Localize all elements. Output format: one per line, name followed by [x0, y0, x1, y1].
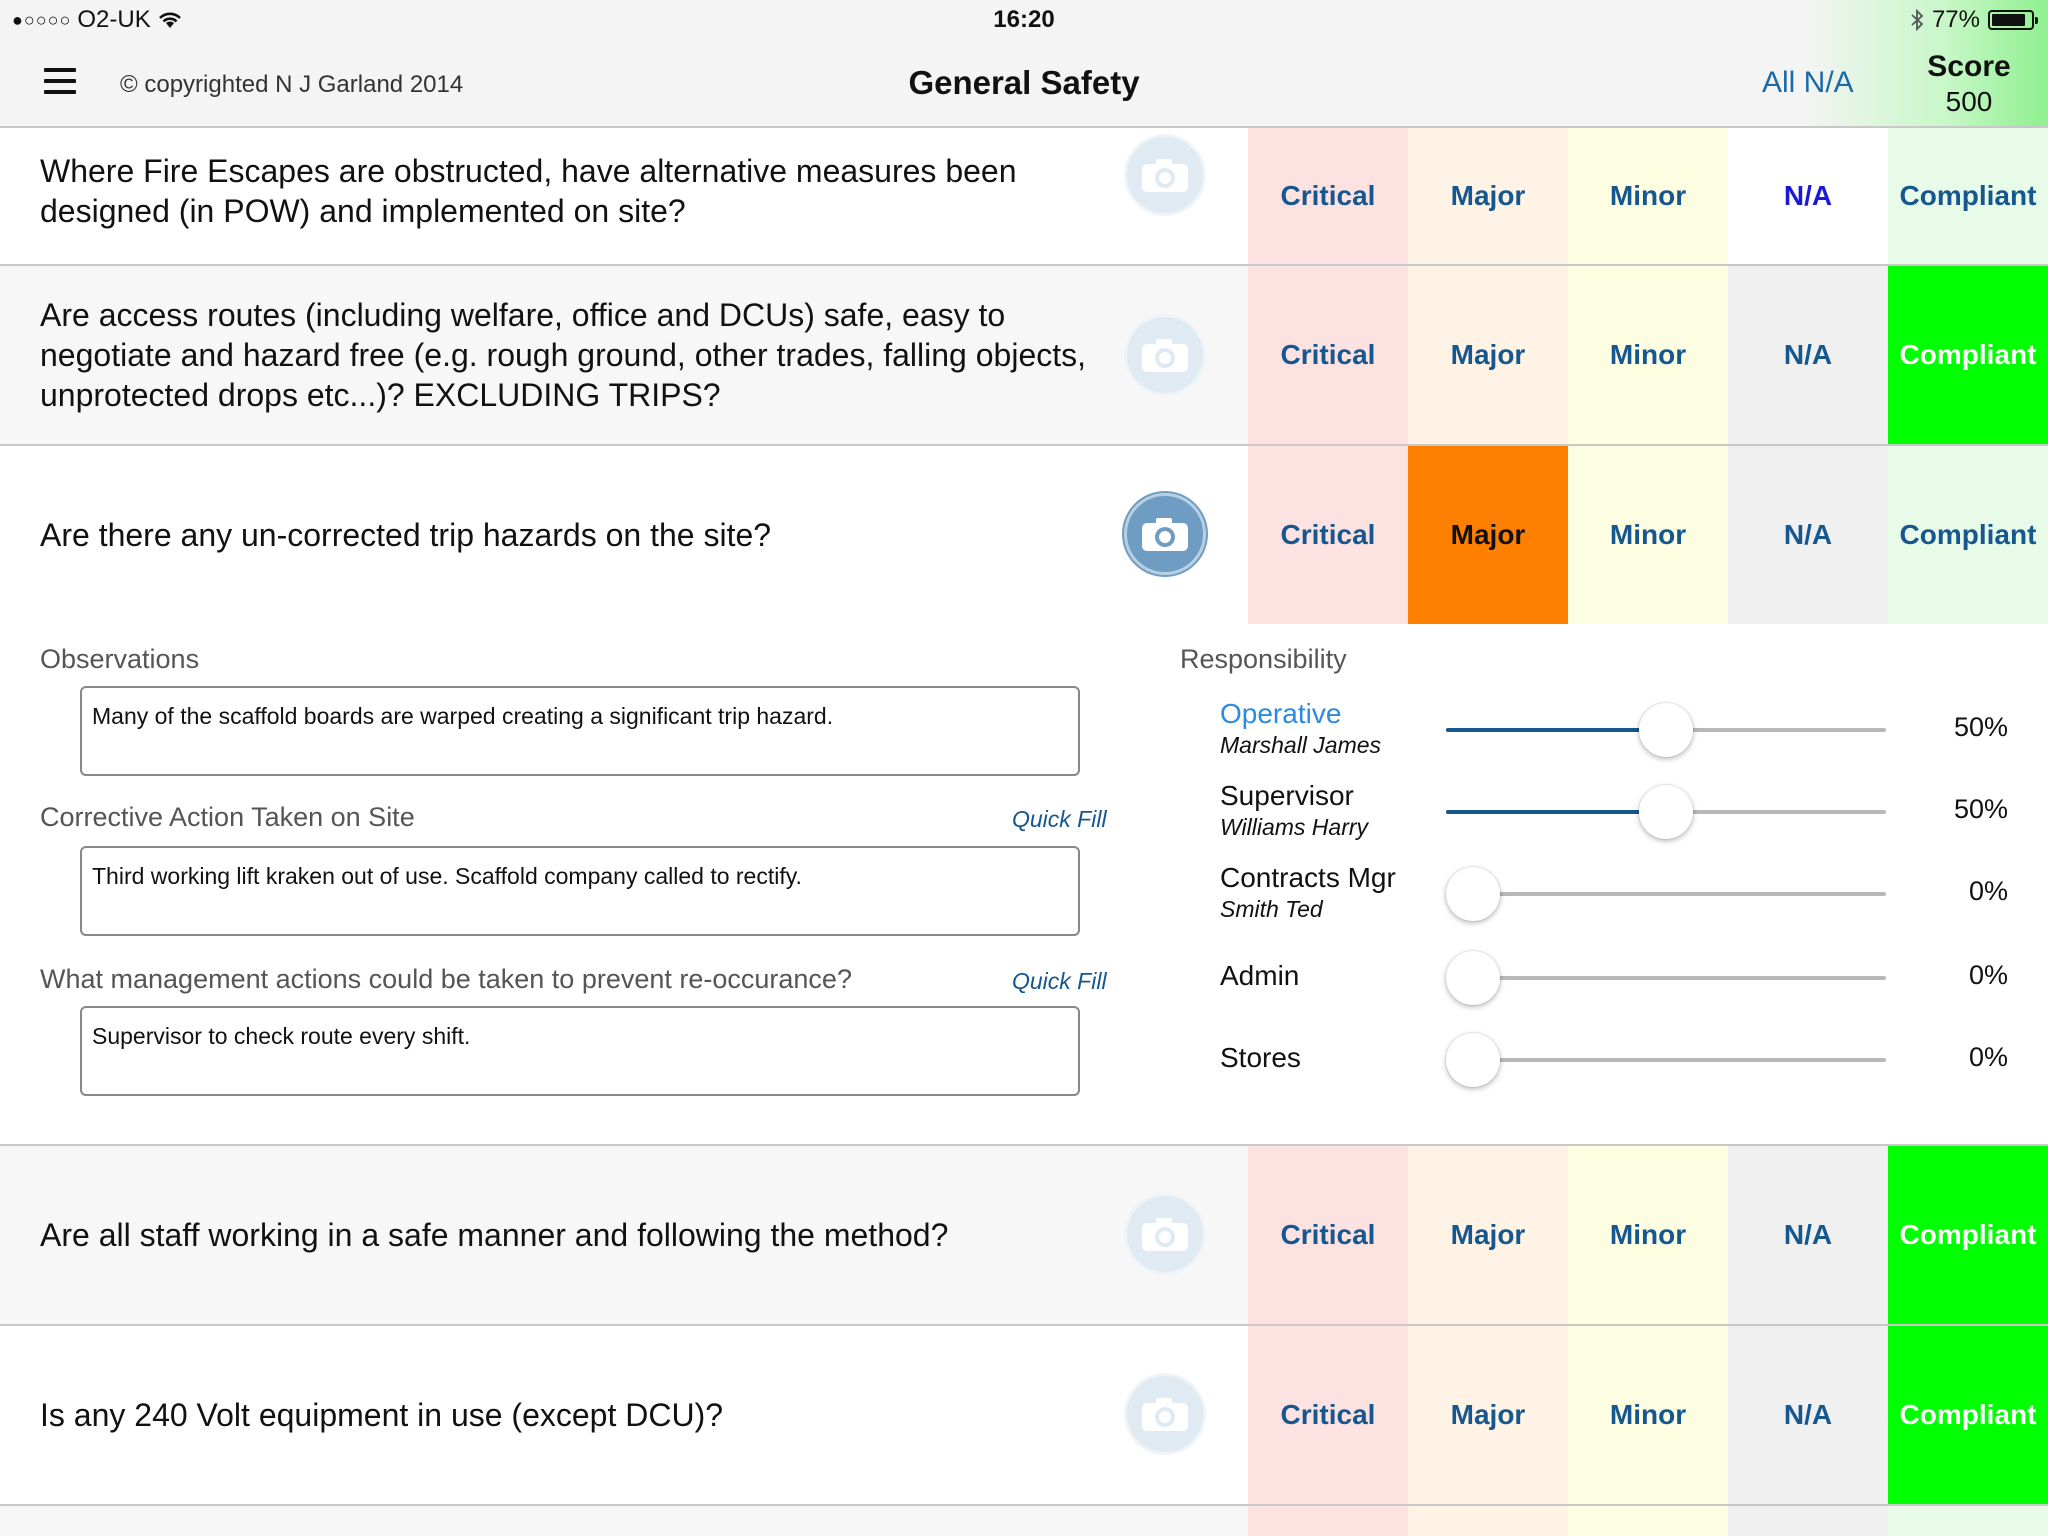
option-major[interactable]: Major — [1408, 128, 1568, 264]
option-na[interactable]: N/A — [1728, 128, 1888, 264]
person-name: Williams Harry — [1220, 814, 1369, 840]
detail-panel — [0, 624, 2048, 1144]
option-minor[interactable]: Minor — [1568, 1146, 1728, 1324]
management-actions-label: What management actions could be taken to prevent re-occurance? — [40, 964, 852, 994]
option-na[interactable]: N/A — [1728, 1146, 1888, 1324]
score-display — [1910, 50, 2028, 118]
quick-fill-corrective-button[interactable]: Quick Fill — [1012, 806, 1107, 832]
role-label: Operative — [1220, 698, 1342, 729]
responsibility-label: Responsibility — [1180, 644, 1347, 674]
all-na-button[interactable]: All N/A — [1762, 66, 1854, 99]
question-text: Where Fire Escapes are obstructed, have alternative measures been designed (in POW) and implemented on site? — [40, 153, 1017, 229]
option-minor-partial[interactable] — [1568, 1506, 1728, 1536]
responsibility-row-contracts-mgr — [1220, 862, 2020, 932]
responsibility-percent: 50% — [1953, 794, 2008, 824]
option-major-partial[interactable] — [1408, 1506, 1568, 1536]
option-compliant[interactable]: Compliant — [1888, 1326, 2048, 1504]
camera-icon[interactable] — [1124, 1193, 1206, 1275]
camera-icon[interactable] — [1124, 134, 1206, 216]
responsibility-percent: 0% — [1968, 1042, 2008, 1072]
option-major[interactable]: Major — [1408, 1326, 1568, 1504]
responsibility-slider[interactable] — [1446, 1058, 1886, 1062]
option-compliant[interactable]: Compliant — [1888, 128, 2048, 264]
slider-thumb[interactable] — [1639, 785, 1693, 839]
status-bar — [0, 0, 2048, 40]
question-text: Are there any un-corrected trip hazards on the site? — [40, 517, 772, 553]
management-actions-field[interactable]: Supervisor to check route every shift. — [80, 1006, 1080, 1096]
option-na-partial[interactable] — [1728, 1506, 1888, 1536]
responsibility-percent: 0% — [1968, 876, 2008, 906]
quick-fill-management-button[interactable]: Quick Fill — [1012, 968, 1107, 994]
clock: 16:20 — [993, 6, 1055, 33]
option-minor[interactable]: Minor — [1568, 128, 1728, 264]
responsibility-row-supervisor — [1220, 780, 2020, 850]
slider-thumb[interactable] — [1639, 703, 1693, 757]
question-row — [0, 1326, 2048, 1506]
responsibility-percent: 50% — [1953, 712, 2008, 742]
question-text: Are access routes (including welfare, office and DCUs) safe, easy to negotiate and hazard free (e.g. rough ground, other trades, falling objects, unprotected drops etc...)? EXCLUDING TRIPS? — [40, 297, 1087, 413]
camera-icon[interactable] — [1124, 314, 1206, 396]
option-critical[interactable]: Critical — [1248, 446, 1408, 624]
responsibility-slider[interactable] — [1446, 892, 1886, 896]
question-row — [0, 128, 2048, 266]
option-compliant[interactable]: Compliant — [1888, 266, 2048, 444]
role-label: Stores — [1220, 1042, 1301, 1073]
option-critical[interactable]: Critical — [1248, 1326, 1408, 1504]
option-na[interactable]: N/A — [1728, 1326, 1888, 1504]
corrective-action-label: Corrective Action Taken on Site — [40, 802, 415, 832]
option-critical[interactable]: Critical — [1248, 266, 1408, 444]
slider-thumb[interactable] — [1446, 951, 1500, 1005]
observations-field[interactable]: Many of the scaffold boards are warped creating a significant trip hazard. — [80, 686, 1080, 776]
question-text: Is any 240 Volt equipment in use (except DCU)? — [40, 1397, 724, 1433]
responsibility-percent: 0% — [1968, 960, 2008, 990]
score-label: Score — [1927, 50, 2011, 83]
question-row-expanded — [0, 446, 2048, 1146]
observations-label: Observations — [40, 644, 200, 674]
copyright-text: © copyrighted N J Garland 2014 — [120, 71, 464, 98]
question-row — [0, 266, 2048, 446]
battery-icon — [1988, 10, 2034, 30]
question-row-partial — [0, 1506, 2048, 1536]
carrier-name: O2-UK — [77, 6, 151, 33]
responsibility-slider[interactable] — [1446, 976, 1886, 980]
score-value: 500 — [1945, 86, 1993, 117]
option-na[interactable]: N/A — [1728, 266, 1888, 444]
responsibility-row-admin — [1220, 944, 2020, 1014]
option-compliant[interactable]: Compliant — [1888, 1146, 2048, 1324]
role-label: Admin — [1220, 960, 1300, 991]
question-row — [0, 1146, 2048, 1326]
option-minor[interactable]: Minor — [1568, 446, 1728, 624]
option-minor[interactable]: Minor — [1568, 266, 1728, 444]
camera-icon[interactable] — [1124, 493, 1206, 575]
role-label: Supervisor — [1220, 780, 1354, 811]
corrective-action-field[interactable]: Third working lift kraken out of use. Scaffold company called to rectify. — [80, 846, 1080, 936]
responsibility-row-stores — [1220, 1026, 2020, 1096]
option-major[interactable]: Major — [1408, 1146, 1568, 1324]
person-name: Marshall James — [1220, 732, 1382, 758]
camera-icon[interactable] — [1124, 1373, 1206, 1455]
option-compliant-partial[interactable] — [1888, 1506, 2048, 1536]
option-critical[interactable]: Critical — [1248, 1146, 1408, 1324]
role-label: Contracts Mgr — [1220, 862, 1396, 893]
bluetooth-icon — [1910, 9, 1924, 31]
option-critical[interactable]: Critical — [1248, 128, 1408, 264]
option-critical-partial[interactable] — [1248, 1506, 1408, 1536]
slider-thumb[interactable] — [1446, 1033, 1500, 1087]
option-na[interactable]: N/A — [1728, 446, 1888, 624]
option-compliant[interactable]: Compliant — [1888, 446, 2048, 624]
hamburger-menu-icon[interactable] — [44, 68, 76, 94]
slider-thumb[interactable] — [1446, 867, 1500, 921]
signal-strength-icon: ●○○○○ — [12, 9, 72, 30]
page-title: General Safety — [908, 64, 1140, 101]
question-text: Are all staff working in a safe manner and following the method? — [40, 1217, 949, 1253]
person-name: Smith Ted — [1220, 896, 1323, 922]
option-major[interactable]: Major — [1408, 446, 1568, 624]
option-major[interactable]: Major — [1408, 266, 1568, 444]
battery-percent: 77% — [1931, 6, 1980, 33]
responsibility-row-operative — [1220, 698, 2020, 768]
option-minor[interactable]: Minor — [1568, 1326, 1728, 1504]
